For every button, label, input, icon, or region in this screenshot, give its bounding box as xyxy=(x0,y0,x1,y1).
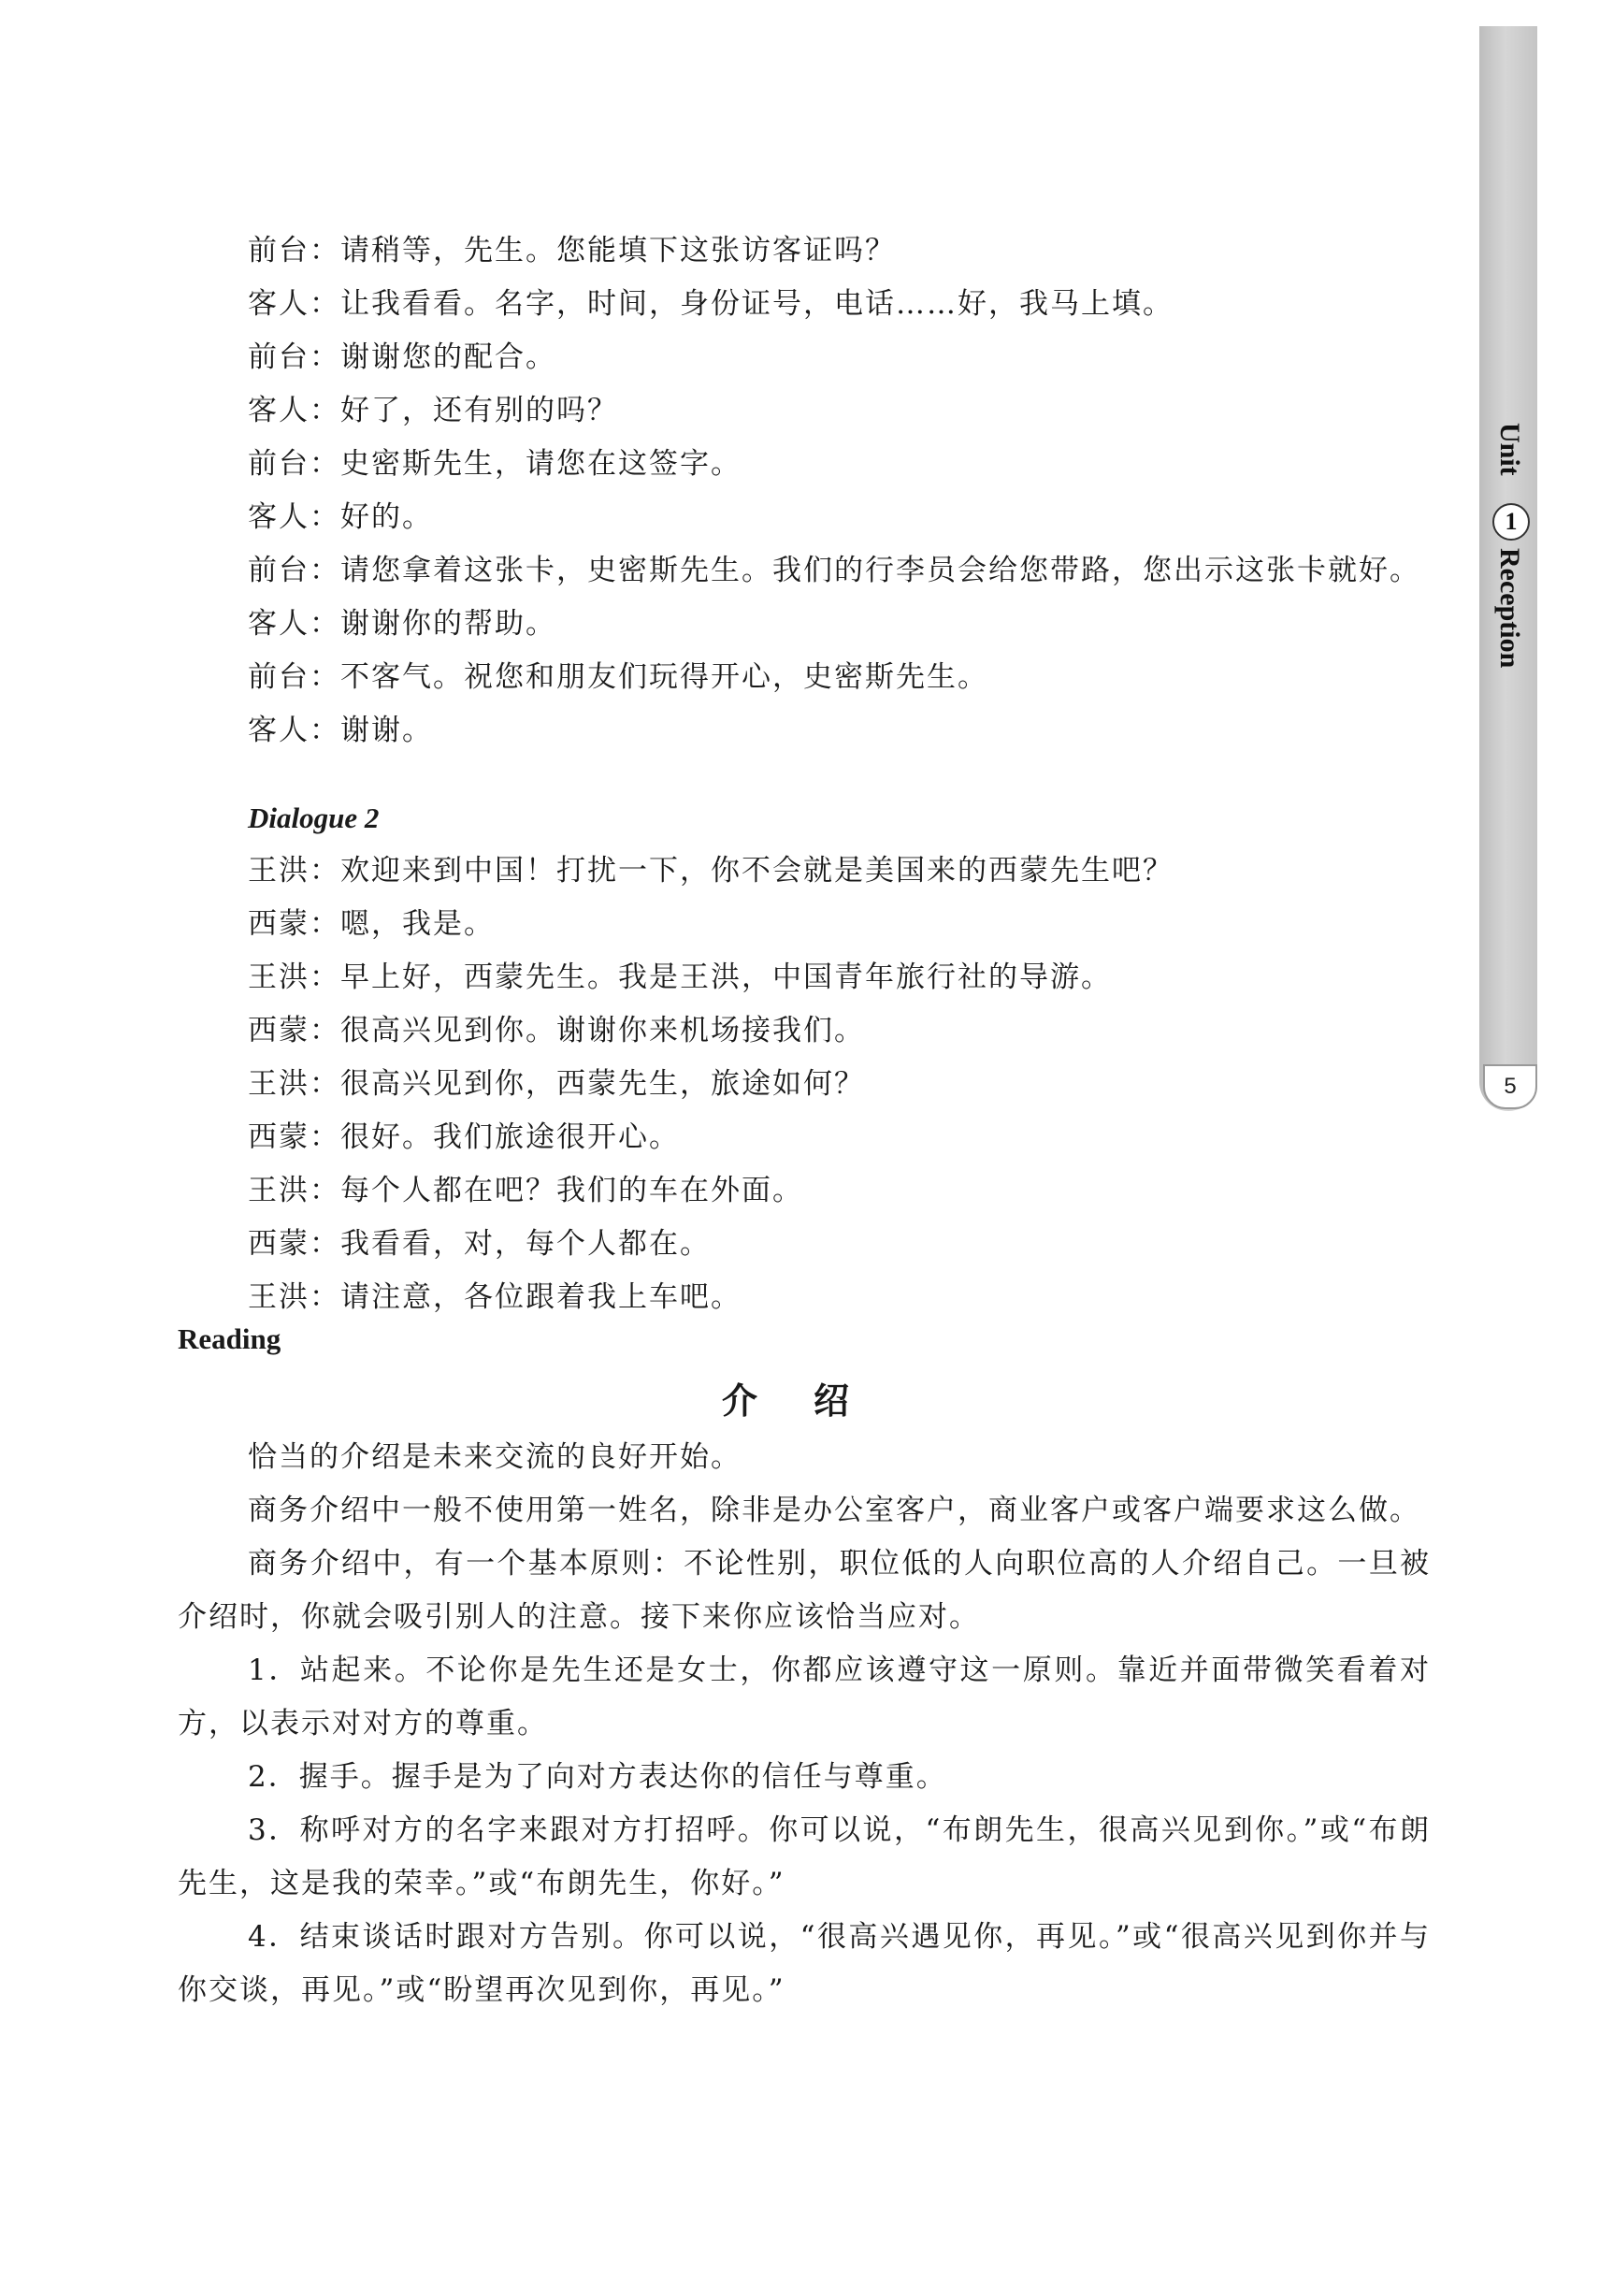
reading-paragraph: 商务介绍中一般不使用第一姓名，除非是办公室客户，商业客户或客户端要求这么做。 xyxy=(248,1494,1420,1527)
reading-heading: Reading xyxy=(178,1322,281,1355)
unit-word: Unit xyxy=(1494,423,1525,476)
dialogue-line: 前台：不客气。祝您和朋友们玩得开心，史密斯先生。 xyxy=(248,660,988,694)
dialogue-line: 前台：史密斯先生，请您在这签字。 xyxy=(248,447,742,481)
dialogue-line: 前台：谢谢您的配合。 xyxy=(248,340,556,374)
dialogue-line: 王洪：欢迎来到中国！打扰一下，你不会就是美国来的西蒙先生吧？ xyxy=(248,854,1174,888)
dialogue-line: 客人：谢谢。 xyxy=(248,714,433,747)
dialogue-line: 客人：谢谢你的帮助。 xyxy=(248,607,556,641)
dialogue-2 xyxy=(248,845,1454,1324)
reading-paragraph: 1．站起来。不论你是先生还是女士，你都应该遵守这一原则。靠近并面带微笑看着对方，以表示对对方的尊重。 xyxy=(178,1653,1431,1740)
dialogue-line: 客人：好了，还有别的吗？ xyxy=(248,394,618,427)
dialogue-line: 西蒙：很高兴见到你。谢谢你来机场接我们。 xyxy=(248,1014,865,1047)
dialogue-2-heading: Dialogue 2 xyxy=(248,801,380,834)
reading-paragraph: 商务介绍中，有一个基本原则：不论性别，职位低的人向职位高的人介绍自己。一旦被介绍时，你就会吸引别人的注意。接下来你应该恰当应对。 xyxy=(178,1547,1431,1634)
dialogue-line: 西蒙：我看看，对，每个人都在。 xyxy=(248,1227,711,1261)
dialogue-line: 前台：请您拿着这张卡，史密斯先生。我们的行李员会给您带路，您出示这张卡就好。 xyxy=(248,554,1420,587)
dialogue-line: 王洪：每个人都在吧？我们的车在外面。 xyxy=(248,1174,803,1207)
reading-title: 介绍 xyxy=(721,1380,905,1422)
reading-paragraph: 4．结束谈话时跟对方告别。你可以说，“很高兴遇见你，再见。”或“很高兴见到你并与你交谈，再见。”或“盼望再次见到你，再见。” xyxy=(178,1920,1431,2007)
dialogue-line: 王洪：很高兴见到你，西蒙先生，旅途如何？ xyxy=(248,1067,865,1101)
dialogue-1 xyxy=(248,224,1454,758)
dialogue-line: 王洪：早上好，西蒙先生。我是王洪，中国青年旅行社的导游。 xyxy=(248,960,1112,994)
dialogue-line: 客人：让我看看。名字，时间，身份证号，电话……好，我马上填。 xyxy=(248,287,1174,321)
unit-number-badge: 1 xyxy=(1492,503,1530,541)
dialogue-line: 前台：请稍等，先生。您能填下这张访客证吗？ xyxy=(248,234,896,267)
reading-paragraph: 恰当的介绍是未来交流的良好开始。 xyxy=(248,1440,742,1474)
dialogue-line: 西蒙：很好。我们旅途很开心。 xyxy=(248,1120,680,1154)
dialogue-line: 西蒙：嗯，我是。 xyxy=(248,907,495,941)
dialogue-line: 客人：好的。 xyxy=(248,500,433,534)
dialogue-line: 王洪：请注意，各位跟着我上车吧。 xyxy=(248,1280,742,1314)
page-number: 5 xyxy=(1483,1064,1537,1109)
reading-body xyxy=(178,1431,1431,2017)
reading-paragraph: 2．握手。握手是为了向对方表达你的信任与尊重。 xyxy=(248,1760,947,1794)
unit-section-title: Reception xyxy=(1494,548,1525,669)
reading-paragraph: 3．称呼对方的名字来跟对方打招呼。你可以说，“布朗先生，很高兴见到你。”或“布朗先生，这是我的荣幸。”或“布朗先生，你好。” xyxy=(178,1813,1431,1900)
unit-tab-label xyxy=(1489,423,1530,722)
